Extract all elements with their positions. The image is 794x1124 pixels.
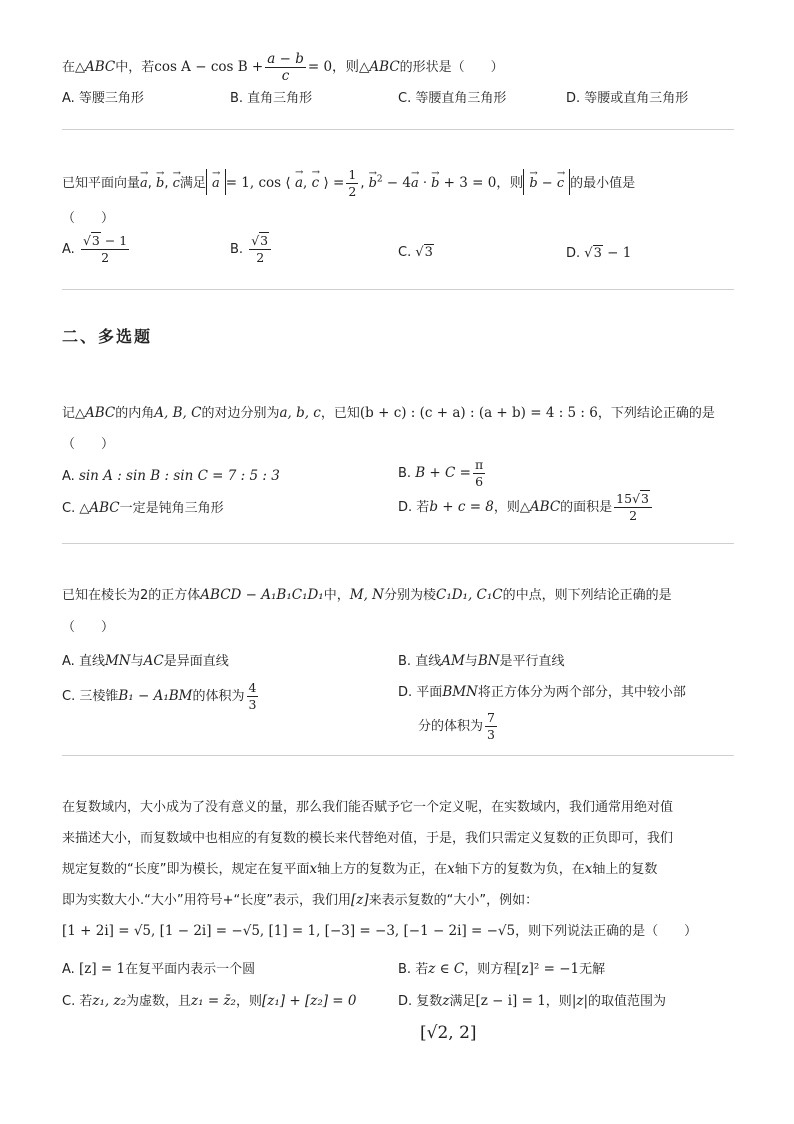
question-2-stem: 已知平面向量→ a, → b, → c满足→ a = 1, cos ⟨ → a, → c ⟩ = $\frac{1}{2}$ , → $b^2 - 4\to a$ · → b + 3 = 0，则→ b − → c 的最小值是 <box>62 168 734 199</box>
q2-math: = <box>333 175 345 191</box>
q5-option-a[interactable]: A. [z] = 1在复平面内表示一个圆 <box>62 961 256 977</box>
angle-bracket: ⟨ → a, → c ⟩ <box>281 175 333 191</box>
q1-fraction: $\frac{a - b}{c}$ <box>267 51 304 84</box>
q3-d-fraction: $\frac{15√3}{2}$ <box>614 492 652 523</box>
q2-option-d[interactable]: D. √3 − 1 <box>566 245 632 261</box>
q4-math: M, N <box>349 587 384 603</box>
q3-option-c[interactable]: C. △ABC一定是钝角三角形 <box>62 500 224 516</box>
q1-option-b[interactable]: B. 直角三角形 <box>230 91 313 106</box>
q5-line: [1 + 2i] = √5, [1 − 2i] = −√5, [1] = 1, [−3] = −3, [−1 − 2i] = −√5，则下列说法正确的是（ ） <box>62 923 698 939</box>
vector-c: → c <box>312 169 320 193</box>
q4-text: 分别为棱 <box>383 588 436 603</box>
q2-d-sqrt: √3 <box>584 246 602 261</box>
vector-c: → c <box>173 170 180 194</box>
q1-text: 的形状是（ ） <box>399 60 504 75</box>
q3-math: a, b, c <box>279 405 321 421</box>
q4-d-fraction: $\frac{7}{3}$ <box>487 710 495 742</box>
question-1-stem <box>62 52 734 83</box>
question-3 <box>62 403 734 455</box>
q3-option-b[interactable]: B. B + C = $\frac{\pi}{6}$ <box>398 457 484 489</box>
divider <box>62 289 734 290</box>
q1-text: 中，若 <box>115 60 155 75</box>
q3-math: A, B, C <box>154 405 202 421</box>
question-4-stem <box>62 585 734 606</box>
vector-b: → b <box>431 170 439 194</box>
q5-option-b[interactable]: B. 若z ∈ C，则方程[z]² = −1无解 <box>398 961 606 977</box>
q1-option-d[interactable]: D. 等腰或直角三角形 <box>566 91 689 106</box>
q5-option-c[interactable]: C. 若z₁, z₂为虚数，且z₁ = z̄₂，则[z₁] + [z₂] = 0 <box>62 993 357 1009</box>
q5-line: 在复数域内，大小成为了没有意义的量，那么我们能否赋予它一个定义呢，在实数域内，我们通常用绝对值 <box>62 800 674 815</box>
divider <box>62 543 734 544</box>
q2-b-fraction: $\frac{√3}{2}$ <box>249 234 271 265</box>
q3-math: (b + c) : (c + a) : (a + b) = 4 : 5 : 6 <box>359 405 598 421</box>
q4-math: ABCD − A₁B₁C₁D₁ <box>200 587 324 603</box>
q2-text: 已知平面向量 <box>62 176 141 191</box>
divider <box>62 755 734 756</box>
q4-option-b[interactable]: B. 直线AM与BN是平行直线 <box>398 653 565 669</box>
q4-option-d[interactable]: D. 平面BMN将正方体分为两个部分，其中较小部 <box>398 684 686 700</box>
q2-a-fraction: $\frac{√3 - 1}{2}$ <box>82 233 128 265</box>
q3-b-fraction: $\frac{\pi}{6}$ <box>474 457 484 489</box>
vector-b: → b <box>369 170 377 194</box>
q3-text: 的内角 <box>115 406 155 421</box>
vector-b: → b <box>156 170 164 194</box>
q3-text: 的对边分别为 <box>201 406 280 421</box>
q1-option-c[interactable]: C. 等腰直角三角形 <box>398 91 507 106</box>
question-1 <box>62 52 734 83</box>
q4-text: 已知在棱长为2的正方体 <box>62 588 201 603</box>
q2-text: 的最小值是 <box>570 176 636 191</box>
q2-option-b[interactable]: B. $\frac{√3}{2}$ <box>230 234 273 265</box>
q1-option-a[interactable]: A. 等腰三角形 <box>62 91 144 106</box>
vector-c: → c <box>557 169 564 195</box>
q1-math: cos A − cos B + <box>154 59 264 75</box>
q2-math: = 1, cos <box>225 175 282 191</box>
q1-text: 在△ <box>62 60 85 75</box>
q4-math: C₁D₁, C₁C <box>435 587 503 603</box>
q3-text: 记△ <box>62 406 85 421</box>
question-3-stem <box>62 403 734 424</box>
question-5-stem <box>62 792 734 947</box>
section-title: 二、多选题 <box>62 327 153 346</box>
q4-paren: （ ） <box>62 620 115 635</box>
question-2 <box>62 168 734 229</box>
abs-b-minus-c: → b − → c <box>523 169 570 195</box>
abs-a <box>206 169 226 195</box>
q4-text: 中， <box>323 588 350 603</box>
q4-text: 的中点，则下列结论正确的是 <box>502 588 672 603</box>
q5-line: 规定复数的“长度”即为模长，规定在复平面x轴上方的复数为正，在x轴下方的复数为负，在x轴上的复数 <box>62 861 658 877</box>
q5-line: 即为实数大小.“大小”用符号+“长度”表示，我们用[z]来表示复数的“大小”，例如： <box>62 892 539 908</box>
q5-line: 来描述大小，而复数域中也相应的有复数的模长来代替绝对值，于是，我们只需定义复数的正负即可，我们 <box>62 831 674 846</box>
vector-a: → a <box>295 169 303 193</box>
q2-fraction: $\frac{1}{2}$ <box>348 167 357 199</box>
q2-math: − 4 <box>386 175 411 191</box>
q2-option-a[interactable]: A. $\frac{√3 - 1}{2}$ <box>62 233 128 265</box>
q2-math: + 3 = 0，则 <box>443 175 524 191</box>
q3-text: ，下列结论正确的是 <box>597 406 715 421</box>
q4-c-fraction: $\frac{4}{3}$ <box>248 680 257 712</box>
vector-a: → a <box>411 170 419 194</box>
q2-option-c[interactable]: C. √3 <box>398 245 433 260</box>
vector-a: → a <box>140 170 148 194</box>
vector-b: → b <box>529 169 537 195</box>
q3-text: ，已知 <box>320 406 360 421</box>
q4-option-d-cont: 分的体积为 $\frac{7}{3}$ <box>418 710 495 742</box>
q2-text: 满足 <box>179 176 206 191</box>
divider <box>62 129 734 130</box>
question-4 <box>62 585 734 638</box>
q3-paren: （ ） <box>62 437 115 452</box>
q5-option-d[interactable]: D. 复数z满足[z − i] = 1，则|z|的取值范围为 <box>398 993 667 1009</box>
q5-option-d-range: [√2, 2] <box>420 1023 477 1043</box>
q2-c-sqrt: √3 <box>415 245 433 260</box>
vector-a: → a <box>212 169 220 195</box>
q4-option-a[interactable]: A. 直线MN与AC是异面直线 <box>62 653 229 669</box>
q4-option-c[interactable]: C. 三棱锥B₁ − A₁BM的体积为 $\frac{4}{3}$ <box>62 680 257 712</box>
q3-math: ABC <box>85 405 116 421</box>
q1-math: ABC <box>369 59 400 75</box>
q3-option-a[interactable]: A. sin A : sin B : sin C = 7 : 5 : 3 <box>62 468 280 484</box>
q3-option-d[interactable]: D. 若b + c = 8，则△ABC的面积是 $\frac{15√3}{2}$ <box>398 492 654 523</box>
q1-math: ABC <box>85 59 116 75</box>
q1-math: = 0，则△ <box>307 59 370 75</box>
q2-paren: （ ） <box>62 211 115 226</box>
